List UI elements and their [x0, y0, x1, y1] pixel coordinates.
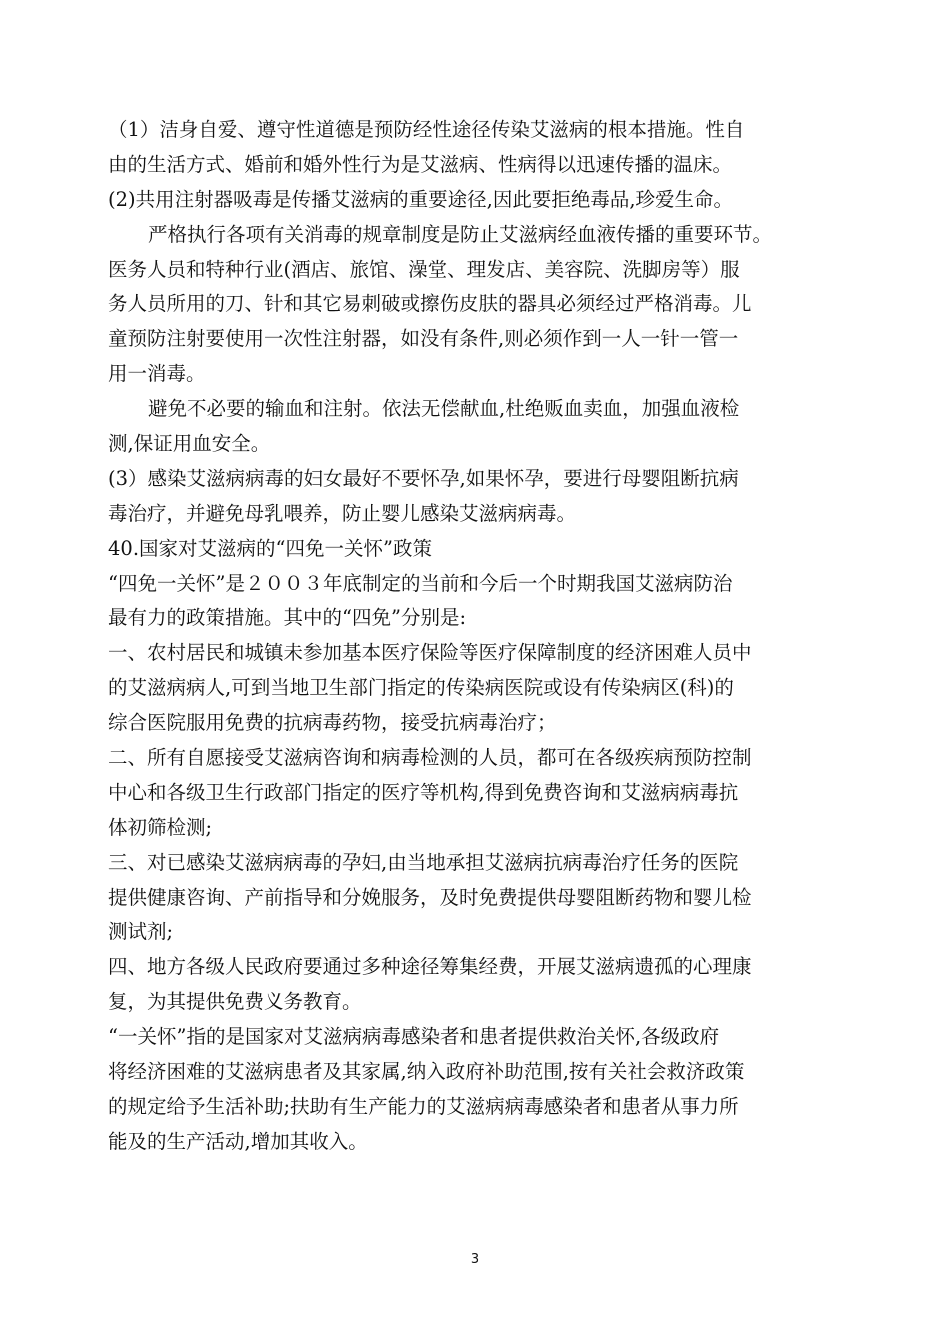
- text-line: 能及的生产活动,增加其收入。: [108, 1129, 368, 1153]
- text-line: 一、农村居民和城镇未参加基本医疗保险等医疗保障制度的经济困难人员中: [108, 641, 752, 665]
- text-line: 的规定给予生活补助;扶助有生产能力的艾滋病病毒感染者和患者从事力所: [108, 1094, 739, 1118]
- text-line: 提供健康咨询、产前指导和分娩服务，及时免费提供母婴阻断药物和婴儿检: [108, 885, 752, 909]
- text-line: 三、对已感染艾滋病病毒的孕妇,由当地承担艾滋病抗病毒治疗任务的医院: [108, 850, 739, 874]
- text-line: 综合医院服用免费的抗病毒药物，接受抗病毒治疗；: [108, 711, 557, 735]
- text-line: “一关怀”指的是国家对艾滋病病毒感染者和患者提供救治关怀,各级政府: [108, 1025, 720, 1049]
- text-line: 避免不必要的输血和注射。依法无偿献血,杜绝贩血卖血，加强血液检: [148, 397, 740, 421]
- text-line: 的艾滋病病人,可到当地卫生部门指定的传染病医院或设有传染病区(科)的: [108, 676, 734, 700]
- text-line: 严格执行各项有关消毒的规章制度是防止艾滋病经血液传播的重要环节。: [148, 222, 773, 246]
- text-line: (3）感染艾滋病病毒的妇女最好不要怀孕,如果怀孕，要进行母婴阻断抗病: [108, 466, 739, 490]
- section-heading: 40.国家对艾滋病的“四免一关怀”政策: [108, 536, 432, 560]
- text-line: 中心和各级卫生行政部门指定的医疗等机构,得到免费咨询和艾滋病病毒抗: [108, 780, 739, 804]
- text-line: (2)共用注射器吸毒是传播艾滋病的重要途径,因此要拒绝毒品,珍爱生命。: [108, 187, 734, 211]
- text-line: “四免一关怀”是２００３年底制定的当前和今后一个时期我国艾滋病防治: [108, 571, 733, 595]
- text-line: 童预防注射要使用一次性注射器，如没有条件,则必须作到一人一针一管一: [108, 327, 739, 351]
- text-line: 二、所有自愿接受艾滋病咨询和病毒检测的人员，都可在各级疾病预防控制: [108, 746, 752, 770]
- text-line: 务人员所用的刀、针和其它易刺破或擦伤皮肤的器具必须经过严格消毒。儿: [108, 292, 752, 316]
- text-line: 毒治疗，并避免母乳喂养，防止婴儿感染艾滋病病毒。: [108, 501, 577, 525]
- text-line: 由的生活方式、婚前和婚外性行为是艾滋病、性病得以迅速传播的温床。: [108, 152, 733, 176]
- text-line: 测试剂;: [108, 920, 174, 944]
- text-line: 体初筛检测;: [108, 815, 213, 839]
- text-line: 测,保证用血安全。: [108, 432, 271, 456]
- text-line: 医务人员和特种行业(酒店、旅馆、澡堂、理发店、美容院、洗脚房等）服: [108, 257, 740, 281]
- text-line: （1）洁身自爱、遵守性道德是预防经性途径传染艾滋病的根本措施。性自: [108, 118, 745, 141]
- document-body: [108, 113, 868, 1160]
- text-line: 将经济困难的艾滋病患者及其家属,纳入政府补助范围,按有关社会救济政策: [108, 1060, 745, 1084]
- page-number: 3: [470, 1252, 480, 1267]
- text-line: 复，为其提供免费义务教育。: [108, 990, 362, 1014]
- text-line: 用一消毒。: [108, 362, 206, 386]
- text-line: 四、地方各级人民政府要通过多种途径筹集经费，开展艾滋病遗孤的心理康: [108, 955, 752, 979]
- text-line: 最有力的政策措施。其中的“四免”分别是:: [108, 606, 467, 630]
